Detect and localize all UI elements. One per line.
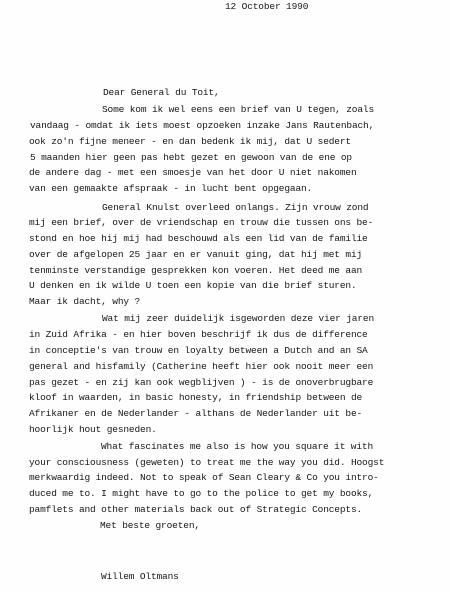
paragraph-2-line-7: Maar ik dacht, why ?: [29, 296, 141, 307]
paragraph-3-line-6: kloof in waarden, in basic honesty, in friendship between de: [29, 392, 363, 403]
paragraph-2-line-4: over de afgelopen 25 jaar en er vanuit ging, dat hij met mij: [29, 249, 363, 260]
paragraph-3-line-8: hoorlijk hout gesneden.: [29, 424, 157, 435]
paragraph-1-line-5: de andere dag - met een smoesje van het door U niet nakomen: [29, 167, 357, 178]
paragraph-4-line-2: your consciousness (geweten) to treat me the way you did. Hoogst: [29, 457, 385, 468]
paragraph-2-line-5: tenminste verstandige gesprekken kon voeren. Het deed me aan: [29, 265, 363, 276]
paragraph-3-line-5: pas gezet - en zij kan ook wegblijven ) - is de onoverbrugbare: [29, 377, 374, 388]
paragraph-3-line-7: Afrikaner en de Nederlander - althans de Nederlander uit be-: [29, 408, 363, 419]
paragraph-4-line-1: What fascinates me also is how you square it with: [101, 441, 373, 452]
closing: Met beste groeten,: [100, 520, 200, 531]
paragraph-4-line-4: duced me to. I might have to go to the police to get my books,: [29, 488, 374, 499]
paragraph-2-line-3: stond en hoe hij mij had beschouwd als een lid van de familie: [29, 233, 368, 244]
paragraph-1-line-4: 5 maanden hier geen pas hebt gezet en gewoon van de ene op: [30, 152, 352, 163]
paragraph-3-line-4: general and hisfamily (Catherine heeft hier ook nooit meer een: [29, 361, 374, 372]
paragraph-1-line-3: ook zo'n fijne meneer - en dan bedenk ik mij, dat U sedert: [29, 136, 351, 147]
salutation: Dear General du Toit,: [103, 87, 220, 98]
paragraph-2-line-6: U denken en ik wilde U toen een kopie van die brief sturen.: [29, 280, 357, 291]
paragraph-1-line-6: van een gemaakte afspraak - in lucht bent opgegaan.: [29, 183, 313, 194]
paragraph-1-line-2: vandaag - omdat ik iets moest opzoeken inzake Jans Rautenbach,: [30, 120, 375, 131]
letter-date: 12 October 1990: [225, 1, 309, 12]
paragraph-4-line-3: merkwaardig indeed. Not to speak of Sean Cleary & Co you intro-: [29, 472, 379, 483]
paragraph-2-line-1: General Knulst overleed onlangs. Zijn vrouw zond: [102, 202, 369, 213]
paragraph-4-line-5: pamflets and other materials back out of Strategic Concepts.: [29, 504, 363, 515]
paragraph-1-line-1: Some kom ik wel eens een brief van U tegen, zoals: [102, 104, 374, 115]
paragraph-2-line-2: mij een brief, over de vriendschap en trouw die tussen ons be-: [29, 217, 374, 228]
paragraph-3-line-1: Wat mij zeer duidelijk isgeworden deze vier jaren: [102, 313, 374, 324]
paragraph-3-line-2: in Zuid Afrika - en hier boven beschrijf ik dus de difference: [29, 329, 368, 340]
signature: Willem Oltmans: [101, 571, 179, 582]
paragraph-3-line-3: in conceptie's van trouw en loyalty between a Dutch and an SA: [29, 345, 368, 356]
